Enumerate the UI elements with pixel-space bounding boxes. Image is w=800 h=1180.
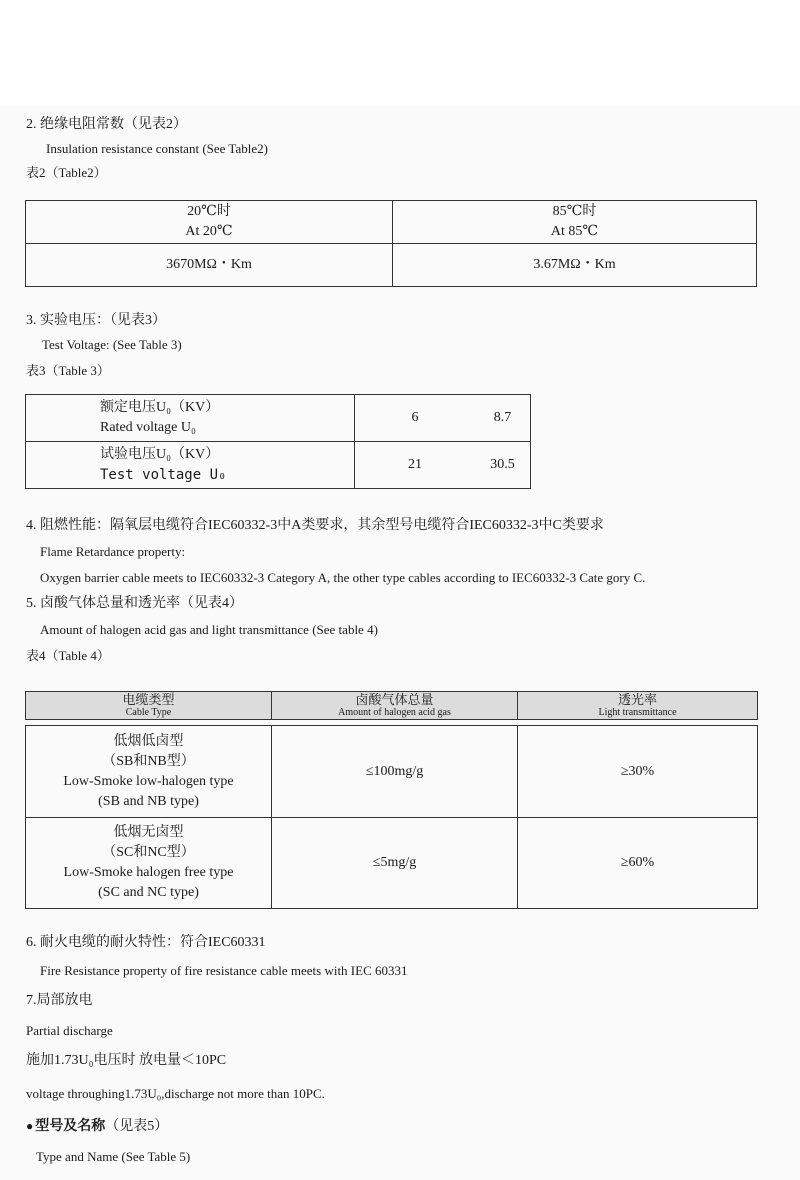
table4-header-halogen-gas-cn: 卤酸气体总量 bbox=[355, 691, 434, 707]
table-row bbox=[26, 818, 758, 909]
table2 bbox=[25, 200, 757, 287]
table3-test-voltage-b bbox=[475, 442, 531, 489]
type-name-title-rest: （见表5） bbox=[105, 1119, 169, 1134]
table4-header-light-cn: 透光率 bbox=[617, 691, 657, 707]
section2-title: 2. 绝缘电阻常数（见表2） bbox=[26, 117, 187, 132]
section5-title: 5. 卤酸气体总量和透光率（见表4） bbox=[26, 596, 243, 611]
table2-header-85c-cn: 85℃时 bbox=[552, 204, 597, 219]
table3-rated-voltage-b bbox=[475, 395, 531, 442]
section6-title: 6. 耐火电缆的耐火特性：符合IEC60331 bbox=[26, 935, 266, 950]
table-row bbox=[26, 726, 758, 818]
section7-line3: voltage throughing1.73U₀,discharge not more than 10PC. bbox=[26, 1086, 325, 1101]
table4-row2-type-line: (SC and NC type) bbox=[98, 885, 199, 900]
table4-row1-type-line: 低烟低卤型 bbox=[113, 733, 184, 749]
table4-row2-type-line: Low-Smoke halogen free type bbox=[63, 865, 234, 880]
table2-label: 表2（Table2） bbox=[26, 165, 107, 180]
table2-header-85c bbox=[393, 201, 757, 244]
table4-row1-type-line: Low-Smoke low-halogen type bbox=[63, 773, 234, 789]
section7-line2: 施加1.73U₀电压时 放电量＜10PC bbox=[26, 1053, 227, 1068]
table3-rated-voltage-cn: 额定电压U₀（KV） bbox=[100, 400, 220, 415]
table4-row1-light bbox=[518, 726, 758, 818]
table4-row2-type bbox=[26, 818, 272, 909]
table4-row2-type-line: （SC和NC型） bbox=[102, 845, 195, 860]
section6-line1: Fire Resistance property of fire resistance cable meets with IEC 60331 bbox=[40, 963, 408, 978]
section3-subtitle: Test Voltage: (See Table 3) bbox=[42, 337, 182, 352]
table3-rated-voltage-a bbox=[355, 395, 476, 442]
type-name-subtitle: Type and Name (See Table 5) bbox=[36, 1149, 191, 1164]
table2-header-20c bbox=[26, 201, 393, 244]
table3-test-voltage-label bbox=[26, 442, 355, 489]
section4-line1: Flame Retardance property: bbox=[40, 544, 186, 559]
table2-header-20c-cn: 20℃时 bbox=[187, 204, 231, 219]
table4-row2-light-text: ≥60% bbox=[620, 855, 655, 870]
table4-header-halogen-gas bbox=[272, 692, 518, 720]
type-name-title-bold: 型号及名称 bbox=[35, 1119, 106, 1134]
table2-value-20c bbox=[26, 244, 393, 287]
table4-row1-type-line: (SB and NB type) bbox=[98, 793, 199, 809]
table2-value-20c-text: 3670MΩ・Km bbox=[166, 257, 252, 272]
section4-title: 4. 阻燃性能：隔氧层电缆符合IEC60332-3中A类要求，其余型号电缆符合IEC60332-3中C类要求 bbox=[26, 518, 604, 533]
table3-test-voltage-cn: 试验电压U₀（KV） bbox=[100, 447, 220, 462]
bullet-icon: ● bbox=[26, 1119, 34, 1133]
table3-rated-voltage-b-text: 8.7 bbox=[493, 410, 512, 425]
blank-header-band bbox=[0, 0, 800, 106]
table4-row2-gas-text: ≤5mg/g bbox=[372, 855, 417, 870]
table3-rated-voltage-label bbox=[26, 395, 355, 442]
table4-row2-light bbox=[518, 818, 758, 909]
table3-test-voltage-a bbox=[355, 442, 476, 489]
type-name-title bbox=[26, 1117, 168, 1136]
table4-row2-type-line: 低烟无卤型 bbox=[113, 825, 184, 840]
table4-body bbox=[25, 725, 758, 909]
table4-header-light-en: Light transmittance bbox=[598, 706, 677, 718]
table3-rated-voltage-en: Rated voltage U₀ bbox=[100, 420, 196, 435]
table2-value-85c-text: 3.67MΩ・Km bbox=[533, 257, 616, 272]
table3-test-voltage-b-text: 30.5 bbox=[490, 457, 515, 472]
section5-subtitle: Amount of halogen acid gas and light transmittance (See table 4) bbox=[40, 622, 378, 637]
table3-test-voltage-en: Test voltage U₀ bbox=[100, 467, 227, 483]
table4-row1-light-text: ≥30% bbox=[620, 763, 655, 779]
table3-label: 表3（Table 3） bbox=[26, 363, 110, 378]
table4-label: 表4（Table 4） bbox=[26, 648, 110, 663]
table4-header-cable-type bbox=[26, 692, 272, 720]
table3-test-voltage-a-text: 21 bbox=[408, 457, 422, 472]
table4-row1-gas bbox=[272, 726, 518, 818]
table4-row1-gas-text: ≤100mg/g bbox=[365, 763, 424, 779]
table4-row1-type-line: （SB和NB型） bbox=[102, 753, 195, 769]
table2-value-85c bbox=[393, 244, 757, 287]
table4-row2-gas bbox=[272, 818, 518, 909]
section3-title: 3. 实验电压：（见表3） bbox=[26, 313, 166, 328]
section7-title: 7.局部放电 bbox=[26, 993, 93, 1008]
table3 bbox=[25, 394, 531, 489]
section2-subtitle: Insulation resistance constant (See Table2) bbox=[46, 141, 268, 156]
table3-rated-voltage-a-text: 6 bbox=[411, 410, 419, 425]
section4-line2: Oxygen barrier cable meets to IEC60332-3 Category A, the other type cables according to IEC60332-3 Cate gory C. bbox=[40, 570, 646, 585]
table4-header-halogen-gas-en: Amount of halogen acid gas bbox=[338, 706, 451, 718]
table2-header-85c-en: At 85℃ bbox=[550, 224, 599, 239]
table2-header-20c-en: At 20℃ bbox=[185, 224, 233, 239]
table4-header bbox=[25, 691, 758, 720]
table4-header-cable-type-cn: 电缆类型 bbox=[122, 691, 175, 707]
table4-header-light bbox=[518, 692, 758, 720]
section7-line1: Partial discharge bbox=[26, 1023, 113, 1038]
table4-header-cable-type-en: Cable Type bbox=[125, 706, 172, 718]
table4-row1-type bbox=[26, 726, 272, 818]
